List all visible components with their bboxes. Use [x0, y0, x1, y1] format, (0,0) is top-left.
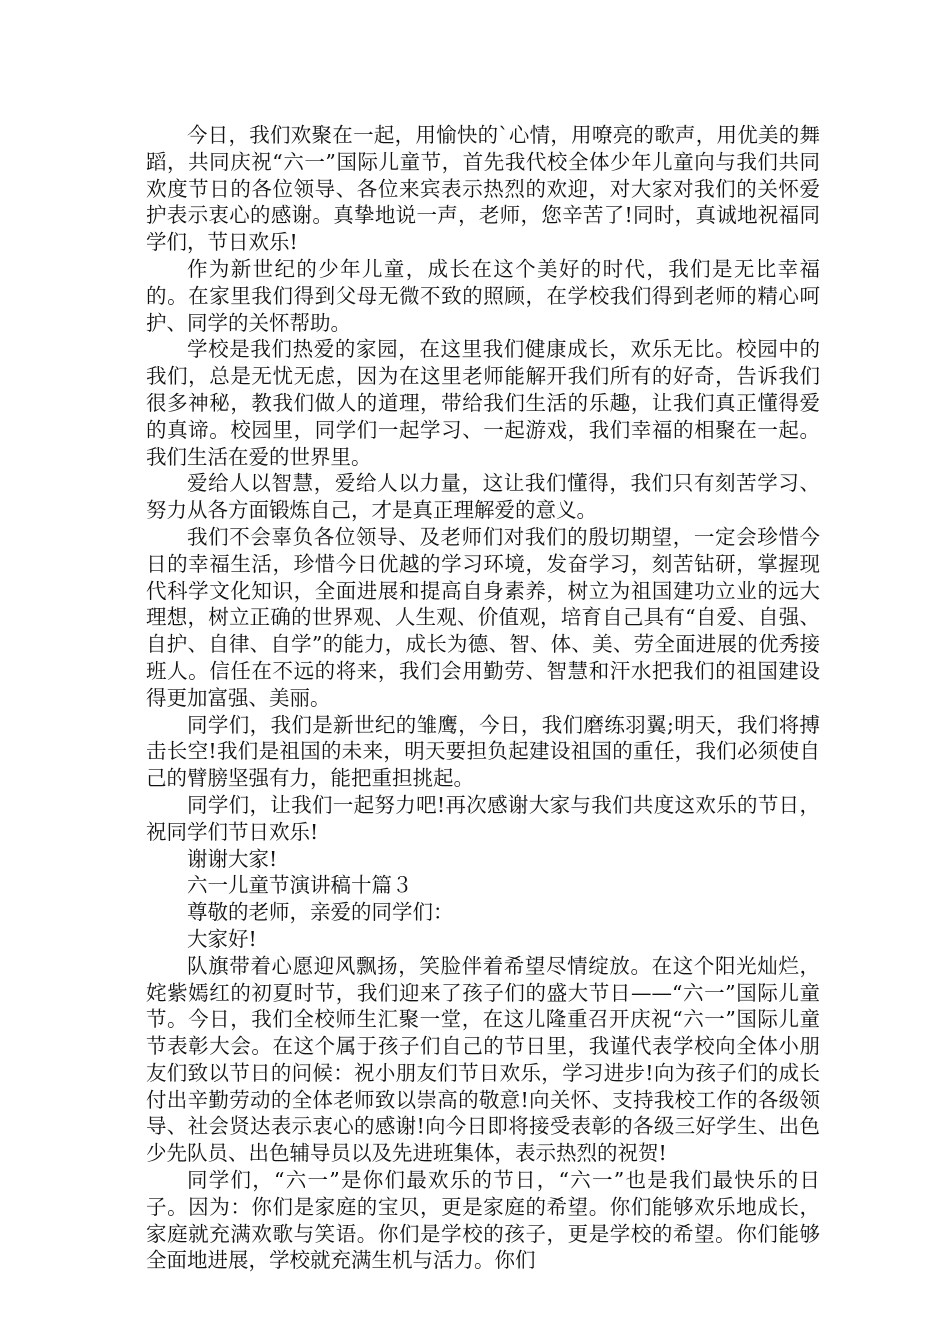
paragraph: 爱给人以智慧，爱给人以力量，这让我们懂得，我们只有刻苦学习、努力从各方面锻炼自己，才是真正理解爱的意义。 — [146, 471, 820, 523]
paragraph: 作为新世纪的少年儿童，成长在这个美好的时代，我们是无比幸福的。在家里我们得到父母无微不致的照顾，在学校我们得到老师的精心呵护、同学的关怀帮助。 — [146, 256, 820, 335]
document-body — [146, 122, 820, 1274]
paragraph: 今日，我们欢聚在一起，用愉快的`心情，用嘹亮的歌声，用优美的舞蹈，共同庆祝“六一”国际儿童节，首先我代校全体少年儿童向与我们共同欢度节日的各位领导、各位来宾表示热烈的欢迎，对大家对我们的关怀爱护表示衷心的感谢。真挚地说一声，老师，您辛苦了!同时，真诚地祝福同学们，节日欢乐! — [146, 123, 820, 255]
paragraph: 同学们，我们是新世纪的雏鹰，今日，我们磨练羽翼;明天，我们将搏击长空!我们是祖国的未来，明天要担负起建设祖国的重任，我们必须使自己的臂膀坚强有力，能把重担挑起。 — [146, 712, 820, 791]
greeting: 大家好! — [187, 926, 257, 951]
paragraph: 同学们，“六一”是你们最欢乐的节日，“六一”也是我们最快乐的日子。因为：你们是家庭的宝贝，更是家庭的希望。你们能够欢乐地成长，家庭就充满欢歌与笑语。你们是学校的孩子，更是学校的希望。你们能够全面地进展，学校就充满生机与活力。你们 — [146, 1168, 820, 1273]
paragraph: 同学们，让我们一起努力吧!再次感谢大家与我们共度这欢乐的节日，祝同学们节日欢乐! — [146, 792, 820, 844]
salutation: 尊敬的老师，亲爱的同学们： — [187, 900, 454, 925]
closing-line: 谢谢大家! — [187, 846, 278, 871]
paragraph: 学校是我们热爱的家园，在这里我们健康成长，欢乐无比。校园中的我们，总是无忧无虑，因为在这里老师能解开我们所有的好奇，告诉我们很多神秘，教我们做人的道理，带给我们生活的乐趣，让我们真正懂得爱的真谛。校园里，同学们一起学习、一起游戏，我们幸福的相聚在一起。我们生活在爱的世界里。 — [146, 337, 820, 469]
paragraph: 我们不会辜负各位领导、及老师们对我们的殷切期望，一定会珍惜今日的幸福生活，珍惜今日优越的学习环境，发奋学习，刻苦钻研，掌握现代科学文化知识，全面进展和提高自身素养，树立为祖国建功立业的远大理想，树立正确的世界观、人生观、价值观，培育自己具有“自爱、自强、自护、自律、自学”的能力，成长为德、智、体、美、劳全面进展的优秀接班人。信任在不远的将来，我们会用勤劳、智慧和汗水把我们的祖国建设得更加富强、美丽。 — [146, 524, 820, 710]
paragraph: 队旗带着心愿迎风飘扬，笑脸伴着希望尽情绽放。在这个阳光灿烂，姹紫嫣红的初夏时节，我们迎来了孩子们的盛大节日——“六一”国际儿童节。今日，我们全校师生汇聚一堂，在这儿隆重召开庆祝“六一”国际儿童节表彰大会。在这个属于孩子们自己的节日里，我谨代表学校向全体小朋友们致以节日的问候：祝小朋友们节日欢乐，学习进步!向为孩子们的成长付出辛勤劳动的全体老师致以崇高的敬意!向关怀、支持我校工作的各级领导、社会贤达表示衷心的感谢!向今日即将接受表彰的各级三好学生、出色少先队员、出色辅导员以及先进班集体，表示热烈的祝贺! — [146, 953, 820, 1166]
section-heading: 六一儿童节演讲稿十篇３ — [187, 873, 413, 898]
